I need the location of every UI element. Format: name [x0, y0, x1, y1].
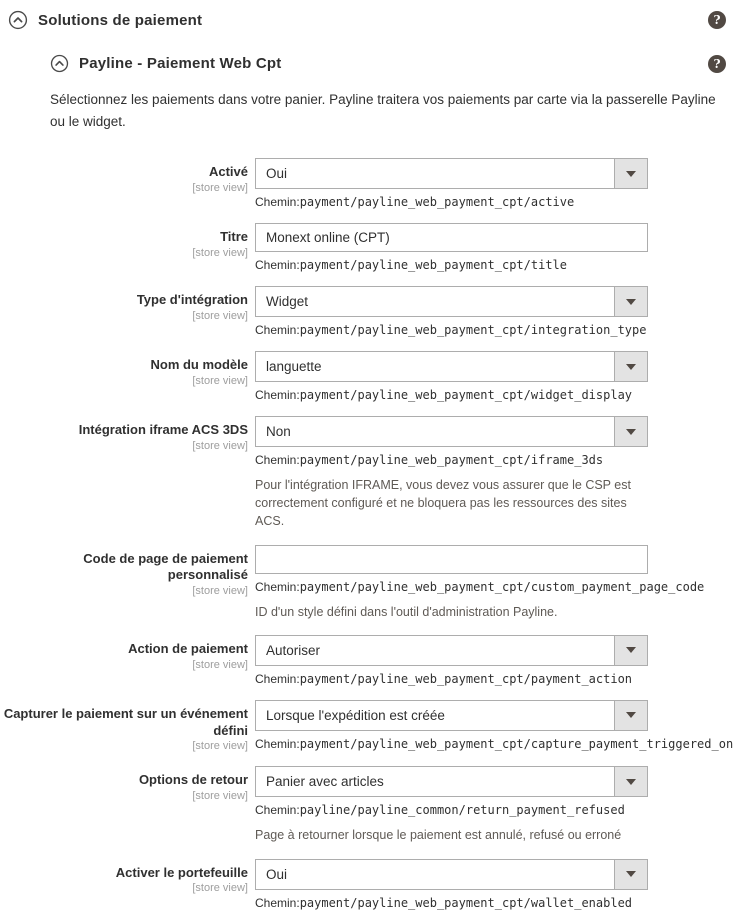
field-control: [255, 859, 648, 910]
select-value: Widget: [266, 294, 309, 310]
chevron-down-icon[interactable]: [614, 352, 647, 381]
chevron-down-icon[interactable]: [614, 159, 647, 188]
field-control: [255, 223, 648, 272]
field-label: Code de page de paiement personnalisé: [83, 550, 248, 583]
select-value: Non: [266, 424, 291, 440]
field-control: [255, 351, 648, 402]
payline-subsection: [0, 36, 738, 910]
config-path-prefix: Chemin:: [255, 388, 300, 403]
select-input[interactable]: [255, 158, 648, 189]
field-label: Action de paiement: [128, 640, 248, 656]
chevron-down-icon[interactable]: [614, 287, 647, 316]
store-view-scope: [store view]: [192, 585, 248, 598]
field-note: ID d'un style défini dans l'outil d'administration Payline.: [255, 604, 558, 619]
field-control: [255, 766, 648, 844]
select-input[interactable]: [255, 351, 648, 382]
field-label-block: [0, 416, 248, 452]
store-view-scope: [store view]: [192, 740, 248, 753]
config-path: [255, 453, 648, 467]
select-input[interactable]: [255, 286, 648, 317]
config-path-value: payment/payline_web_payment_cpt/active: [299, 195, 575, 210]
select-input[interactable]: [255, 635, 648, 666]
field-note: Page à retourner lorsque le paiement est annulé, refusé ou erroné: [255, 828, 622, 843]
field-label-block: [0, 286, 248, 322]
field-control: [255, 286, 648, 337]
field-label-block: [0, 351, 248, 387]
field-row: [0, 545, 738, 621]
field-label-block: [0, 766, 248, 802]
field-control: [255, 416, 648, 530]
config-path-value: payment/payline_web_payment_cpt/payment_action: [299, 671, 633, 686]
config-path-prefix: Chemin:: [255, 195, 300, 210]
field-label-block: [0, 700, 248, 753]
field-label: Options de retour: [138, 772, 248, 788]
field-row: [0, 223, 738, 272]
field-label: Activer le portefeuille: [115, 864, 248, 880]
select-value: Panier avec articles: [266, 774, 384, 790]
field-label: Capturer le paiement sur un événement défini: [3, 705, 248, 738]
collapse-subsection-icon[interactable]: [50, 54, 69, 73]
config-path-value: payment/payline_web_payment_cpt/iframe_3ds: [299, 453, 604, 468]
help-icon[interactable]: ?: [708, 11, 726, 29]
config-path: [255, 736, 734, 751]
field-control: [255, 545, 705, 621]
field-row: [0, 416, 738, 530]
collapse-section-icon[interactable]: [8, 10, 28, 30]
field-control: [255, 700, 734, 751]
field-label: Titre: [220, 229, 248, 245]
chevron-down-icon[interactable]: [614, 860, 647, 889]
chevron-down-icon[interactable]: [614, 636, 647, 665]
config-path: [255, 672, 648, 686]
select-input[interactable]: [255, 416, 648, 447]
chevron-down-icon[interactable]: [614, 767, 647, 796]
field-label: Intégration iframe ACS 3DS: [78, 422, 248, 438]
field-label: Type d'intégration: [136, 292, 248, 308]
config-path-prefix: Chemin:: [255, 803, 300, 818]
config-path-prefix: Chemin:: [255, 736, 300, 751]
field-row: [0, 158, 738, 209]
field-row: [0, 700, 738, 753]
config-path: [255, 258, 648, 272]
config-path: [255, 388, 648, 402]
select-value: Lorsque l'expédition est créée: [266, 707, 445, 723]
store-view-scope: [store view]: [192, 247, 248, 260]
field-row: [0, 635, 738, 686]
select-input[interactable]: [255, 766, 648, 797]
field-label-block: [0, 158, 248, 194]
config-path-value: payment/payline_web_payment_cpt/capture_payment_triggered_on: [299, 736, 734, 751]
help-icon[interactable]: ?: [708, 55, 726, 73]
subsection-description: Sélectionnez les paiements dans votre panier. Payline traitera vos paiements par carte via la passerelle Payline ou le widget.: [50, 92, 716, 129]
chevron-down-icon[interactable]: [614, 417, 647, 446]
config-path: [255, 803, 648, 817]
config-path-value: payment/payline_web_payment_cpt/title: [299, 258, 567, 273]
field-row: [0, 766, 738, 844]
config-path-value: payment/payline_web_payment_cpt/wallet_enabled: [299, 895, 633, 910]
chevron-down-icon[interactable]: [614, 701, 647, 730]
config-path-value: payment/payline_web_payment_cpt/custom_payment_page_code: [299, 579, 705, 594]
select-value: Oui: [266, 166, 288, 182]
text-input[interactable]: [255, 223, 648, 252]
field-label-block: [0, 223, 248, 259]
config-path-value: payline/payline_common/return_payment_refused: [299, 803, 625, 818]
field-row: [0, 286, 738, 337]
section-title: Solutions de paiement: [38, 11, 203, 29]
field-control: [255, 635, 648, 686]
config-path-value: payment/payline_web_payment_cpt/widget_display: [299, 388, 633, 403]
config-path-prefix: Chemin:: [255, 579, 300, 594]
field-row: [0, 859, 738, 910]
store-view-scope: [store view]: [192, 882, 248, 895]
field-row: [0, 351, 738, 402]
config-path-prefix: Chemin:: [255, 453, 300, 468]
config-form: [0, 158, 738, 909]
config-path-value: payment/payline_web_payment_cpt/integration_type: [299, 323, 647, 338]
config-path-prefix: Chemin:: [255, 258, 300, 273]
store-view-scope: [store view]: [192, 790, 248, 803]
subsection-header-payline-web-cpt[interactable]: [0, 36, 738, 73]
config-path: [255, 195, 648, 209]
field-note: Pour l'intégration IFRAME, vous devez vous assurer que le CSP est correctement configuré et ne bloquera pas les ressources des sites ACS.: [255, 478, 631, 529]
config-path: [255, 896, 648, 910]
select-value: languette: [266, 359, 322, 375]
field-control: [255, 158, 648, 209]
field-label-block: [0, 545, 248, 598]
select-input[interactable]: [255, 859, 648, 890]
field-label-block: [0, 635, 248, 671]
config-path-prefix: Chemin:: [255, 671, 300, 686]
subsection-title: Payline - Paiement Web Cpt: [79, 55, 282, 72]
select-input[interactable]: [255, 700, 648, 731]
config-path: [255, 579, 705, 594]
select-value: Autoriser: [266, 642, 321, 658]
config-path-prefix: Chemin:: [255, 895, 300, 910]
store-view-scope: [store view]: [192, 658, 248, 671]
config-path: [255, 323, 648, 337]
text-input[interactable]: [255, 545, 648, 574]
field-label: Nom du modèle: [150, 357, 248, 373]
config-path-prefix: Chemin:: [255, 323, 300, 338]
store-view-scope: [store view]: [192, 440, 248, 453]
field-label: Activé: [208, 164, 248, 180]
store-view-scope: [store view]: [192, 182, 248, 195]
store-view-scope: [store view]: [192, 375, 248, 388]
field-label-block: [0, 859, 248, 895]
store-view-scope: [store view]: [192, 310, 248, 323]
select-value: Oui: [266, 866, 288, 882]
section-header-solutions-de-paiement[interactable]: [0, 0, 738, 36]
